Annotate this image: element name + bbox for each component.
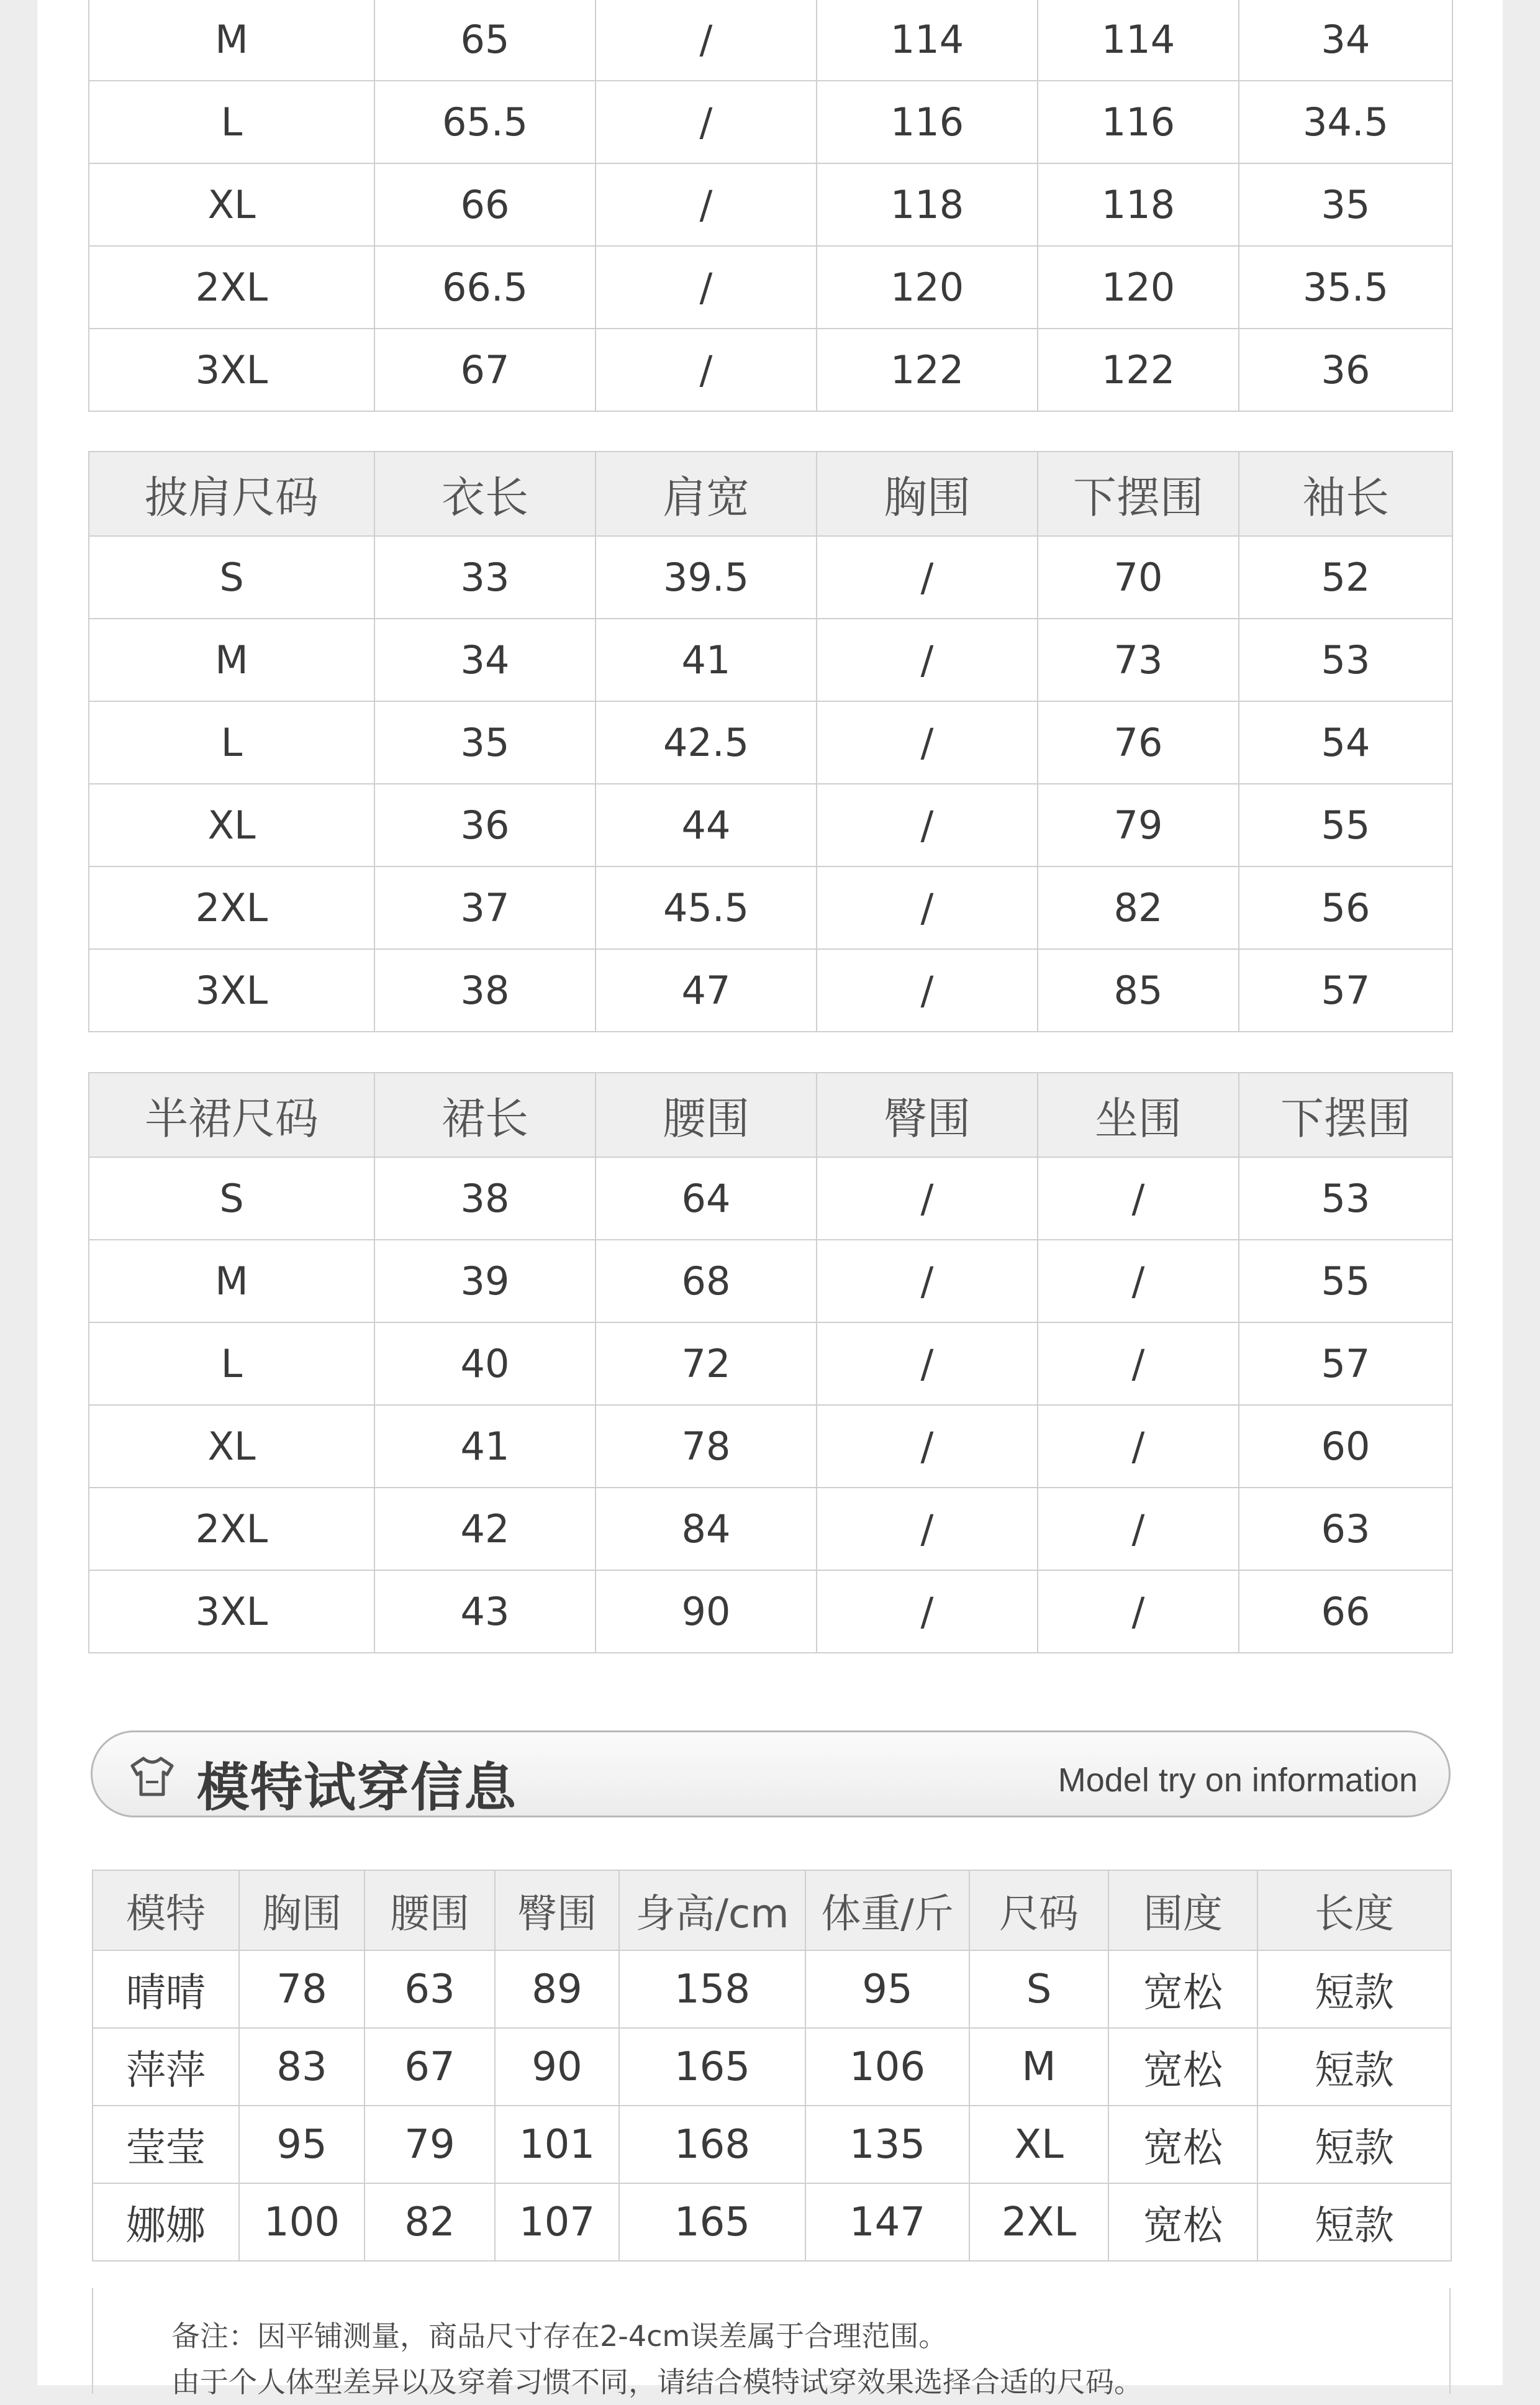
table-cell: 114 bbox=[817, 0, 1038, 81]
column-header: 腰围 bbox=[365, 1870, 495, 1950]
table-cell: L bbox=[89, 81, 374, 163]
table-row bbox=[93, 2183, 1451, 2261]
table-cell: 60 bbox=[1239, 1405, 1452, 1488]
column-header: 袖长 bbox=[1239, 452, 1452, 536]
table-row bbox=[89, 866, 1452, 949]
table-cell: 宽松 bbox=[1108, 2183, 1257, 2261]
table-cell: 76 bbox=[1038, 701, 1239, 784]
table-row bbox=[89, 329, 1452, 411]
table-cell: / bbox=[596, 246, 817, 329]
table-cell: 118 bbox=[817, 163, 1038, 246]
table-cell: 90 bbox=[596, 1570, 817, 1653]
column-header: 下摆围 bbox=[1239, 1073, 1452, 1157]
table-cell: 33 bbox=[374, 536, 596, 619]
column-header: 裙长 bbox=[374, 1073, 596, 1157]
table-cell: 2XL bbox=[89, 866, 374, 949]
table-cell: 36 bbox=[374, 784, 596, 866]
column-header: 臀围 bbox=[495, 1870, 619, 1950]
table-cell: 65 bbox=[374, 0, 596, 81]
table-cell: 72 bbox=[596, 1322, 817, 1405]
table-cell: S bbox=[89, 1157, 374, 1240]
table-cell: / bbox=[1038, 1405, 1239, 1488]
size-chart-page bbox=[37, 0, 1503, 2399]
table-cell: 2XL bbox=[89, 1488, 374, 1570]
table-row bbox=[93, 2106, 1451, 2183]
table-cell: / bbox=[817, 1488, 1038, 1570]
table-cell: M bbox=[89, 1240, 374, 1322]
table-cell: 36 bbox=[1239, 329, 1452, 411]
table-cell: 84 bbox=[596, 1488, 817, 1570]
table-row bbox=[89, 0, 1452, 81]
column-header: 下摆围 bbox=[1038, 452, 1239, 536]
column-header: 身高/cm bbox=[619, 1870, 805, 1950]
table-cell: S bbox=[89, 536, 374, 619]
table-cell: 53 bbox=[1239, 619, 1452, 701]
table-cell: 41 bbox=[374, 1405, 596, 1488]
table-header-row bbox=[93, 1870, 1451, 1950]
table-cell: 宽松 bbox=[1108, 1950, 1257, 2028]
table-cell: 78 bbox=[239, 1950, 365, 2028]
table-cell: / bbox=[1038, 1488, 1239, 1570]
table-cell: / bbox=[817, 536, 1038, 619]
table-cell: 38 bbox=[374, 949, 596, 1032]
table-row bbox=[89, 619, 1452, 701]
table-cell: 73 bbox=[1038, 619, 1239, 701]
shawl-size-table bbox=[88, 451, 1453, 1032]
table-cell: / bbox=[817, 866, 1038, 949]
table-cell: 53 bbox=[1239, 1157, 1452, 1240]
table-cell: M bbox=[89, 0, 374, 81]
table-cell: 66 bbox=[374, 163, 596, 246]
table-cell: 35 bbox=[1239, 163, 1452, 246]
banner-title: 模特试穿信息 bbox=[197, 1757, 518, 1818]
shirt-icon bbox=[127, 1755, 177, 1798]
column-header: 臀围 bbox=[817, 1073, 1038, 1157]
table-cell: 122 bbox=[1038, 329, 1239, 411]
table-row bbox=[89, 1570, 1452, 1653]
table-cell: 52 bbox=[1239, 536, 1452, 619]
table-cell: 3XL bbox=[89, 1570, 374, 1653]
table-cell: 34 bbox=[1239, 0, 1452, 81]
table-cell: 168 bbox=[619, 2106, 805, 2183]
table-cell: 2XL bbox=[89, 246, 374, 329]
column-header: 腰围 bbox=[596, 1073, 817, 1157]
table-cell: L bbox=[89, 1322, 374, 1405]
table-cell: 165 bbox=[619, 2028, 805, 2106]
table-header-row bbox=[89, 452, 1452, 536]
model-table bbox=[92, 1870, 1452, 2262]
table-cell: 短款 bbox=[1257, 2183, 1451, 2261]
table-cell: / bbox=[817, 619, 1038, 701]
table-row bbox=[89, 1322, 1452, 1405]
column-header: 围度 bbox=[1108, 1870, 1257, 1950]
table-cell: 37 bbox=[374, 866, 596, 949]
table-cell: 120 bbox=[1038, 246, 1239, 329]
remarks-note bbox=[92, 2288, 1451, 2399]
table-cell: 116 bbox=[1038, 81, 1239, 163]
table-cell: XL bbox=[89, 1405, 374, 1488]
table-row bbox=[89, 1405, 1452, 1488]
table-cell: M bbox=[969, 2028, 1108, 2106]
table-cell: / bbox=[817, 701, 1038, 784]
table-cell: XL bbox=[89, 163, 374, 246]
table-cell: 78 bbox=[596, 1405, 817, 1488]
table-cell: 39 bbox=[374, 1240, 596, 1322]
table-cell: / bbox=[817, 949, 1038, 1032]
table-cell: M bbox=[89, 619, 374, 701]
table-cell: 147 bbox=[805, 2183, 969, 2261]
table-cell: 2XL bbox=[969, 2183, 1108, 2261]
table-cell: / bbox=[817, 1240, 1038, 1322]
table-cell: / bbox=[817, 1157, 1038, 1240]
column-header: 长度 bbox=[1257, 1870, 1451, 1950]
banner-subtitle: Model try on information bbox=[1058, 1762, 1418, 1799]
table-cell: 57 bbox=[1239, 1322, 1452, 1405]
column-header: 衣长 bbox=[374, 452, 596, 536]
table-cell: 95 bbox=[805, 1950, 969, 2028]
table-cell: 85 bbox=[1038, 949, 1239, 1032]
column-header: 胸围 bbox=[817, 452, 1038, 536]
column-header: 披肩尺码 bbox=[89, 452, 374, 536]
table-cell: / bbox=[817, 1322, 1038, 1405]
table-row bbox=[93, 1950, 1451, 2028]
table-cell: / bbox=[1038, 1240, 1239, 1322]
table-cell: 56 bbox=[1239, 866, 1452, 949]
table-cell: 34.5 bbox=[1239, 81, 1452, 163]
table-cell: 42.5 bbox=[596, 701, 817, 784]
table-cell: 短款 bbox=[1257, 1950, 1451, 2028]
table-cell: XL bbox=[89, 784, 374, 866]
table-row bbox=[93, 2028, 1451, 2106]
table-cell: 38 bbox=[374, 1157, 596, 1240]
table-cell: 158 bbox=[619, 1950, 805, 2028]
table-cell: / bbox=[817, 1405, 1038, 1488]
table-cell: 35 bbox=[374, 701, 596, 784]
table-cell: 41 bbox=[596, 619, 817, 701]
table-cell: 63 bbox=[1239, 1488, 1452, 1570]
table-cell: 3XL bbox=[89, 949, 374, 1032]
table-cell: 120 bbox=[817, 246, 1038, 329]
table-cell: 118 bbox=[1038, 163, 1239, 246]
table-cell: 晴晴 bbox=[93, 1950, 239, 2028]
table-cell: / bbox=[596, 163, 817, 246]
table-cell: 66 bbox=[1239, 1570, 1452, 1653]
table-cell: 165 bbox=[619, 2183, 805, 2261]
table-row bbox=[89, 163, 1452, 246]
table-row bbox=[89, 949, 1452, 1032]
table-cell: 63 bbox=[365, 1950, 495, 2028]
table-cell: 34 bbox=[374, 619, 596, 701]
table-row bbox=[89, 1157, 1452, 1240]
table-row bbox=[89, 701, 1452, 784]
table-cell: 65.5 bbox=[374, 81, 596, 163]
table-cell: 100 bbox=[239, 2183, 365, 2261]
note-line: 备注：因平铺测量，商品尺寸存在2-4cm误差属于合理范围。 bbox=[171, 2319, 948, 2353]
skirt-size-table bbox=[88, 1072, 1453, 1653]
table-cell: 64 bbox=[596, 1157, 817, 1240]
table-cell: 3XL bbox=[89, 329, 374, 411]
table-cell: 42 bbox=[374, 1488, 596, 1570]
table-cell: 短款 bbox=[1257, 2028, 1451, 2106]
table-cell: 55 bbox=[1239, 784, 1452, 866]
table-row bbox=[89, 81, 1452, 163]
table-cell: 107 bbox=[495, 2183, 619, 2261]
table-cell: S bbox=[969, 1950, 1108, 2028]
table-cell: 短款 bbox=[1257, 2106, 1451, 2183]
table-cell: 宽松 bbox=[1108, 2028, 1257, 2106]
table-cell: 67 bbox=[374, 329, 596, 411]
table-cell: 47 bbox=[596, 949, 817, 1032]
table-cell: 35.5 bbox=[1239, 246, 1452, 329]
table-cell: 83 bbox=[239, 2028, 365, 2106]
model-info-banner bbox=[91, 1730, 1451, 1817]
table-cell: 莹莹 bbox=[93, 2106, 239, 2183]
table-cell: 43 bbox=[374, 1570, 596, 1653]
table-cell: / bbox=[596, 81, 817, 163]
table-header-row bbox=[89, 1073, 1452, 1157]
table-cell: 萍萍 bbox=[93, 2028, 239, 2106]
table-cell: 70 bbox=[1038, 536, 1239, 619]
table-cell: / bbox=[1038, 1570, 1239, 1653]
table-cell: 82 bbox=[365, 2183, 495, 2261]
table-cell: / bbox=[1038, 1157, 1239, 1240]
note-line: 由于个人体型差异以及穿着习惯不同，请结合模特试穿效果选择合适的尺码。 bbox=[171, 2365, 1143, 2399]
table-row bbox=[89, 246, 1452, 329]
table-cell: 79 bbox=[365, 2106, 495, 2183]
table-row bbox=[89, 1488, 1452, 1570]
table-cell: 宽松 bbox=[1108, 2106, 1257, 2183]
top-size-table bbox=[88, 0, 1453, 412]
table-cell: 54 bbox=[1239, 701, 1452, 784]
column-header: 半裙尺码 bbox=[89, 1073, 374, 1157]
table-cell: / bbox=[596, 329, 817, 411]
table-cell: 66.5 bbox=[374, 246, 596, 329]
table-cell: 82 bbox=[1038, 866, 1239, 949]
table-cell: 娜娜 bbox=[93, 2183, 239, 2261]
table-cell: 55 bbox=[1239, 1240, 1452, 1322]
table-cell: 39.5 bbox=[596, 536, 817, 619]
column-header: 模特 bbox=[93, 1870, 239, 1950]
table-cell: 116 bbox=[817, 81, 1038, 163]
table-cell: / bbox=[1038, 1322, 1239, 1405]
table-cell: 45.5 bbox=[596, 866, 817, 949]
table-row bbox=[89, 1240, 1452, 1322]
table-cell: 67 bbox=[365, 2028, 495, 2106]
column-header: 坐围 bbox=[1038, 1073, 1239, 1157]
table-cell: 114 bbox=[1038, 0, 1239, 81]
table-cell: 89 bbox=[495, 1950, 619, 2028]
column-header: 体重/斤 bbox=[805, 1870, 969, 1950]
table-cell: 79 bbox=[1038, 784, 1239, 866]
table-cell: 40 bbox=[374, 1322, 596, 1405]
table-cell: / bbox=[817, 784, 1038, 866]
column-header: 尺码 bbox=[969, 1870, 1108, 1950]
table-cell: 95 bbox=[239, 2106, 365, 2183]
table-cell: 101 bbox=[495, 2106, 619, 2183]
table-cell: 106 bbox=[805, 2028, 969, 2106]
table-cell: XL bbox=[969, 2106, 1108, 2183]
table-cell: / bbox=[596, 0, 817, 81]
table-cell: 122 bbox=[817, 329, 1038, 411]
table-row bbox=[89, 536, 1452, 619]
column-header: 胸围 bbox=[239, 1870, 365, 1950]
table-cell: / bbox=[817, 1570, 1038, 1653]
table-cell: 135 bbox=[805, 2106, 969, 2183]
table-cell: 57 bbox=[1239, 949, 1452, 1032]
table-cell: 44 bbox=[596, 784, 817, 866]
column-header: 肩宽 bbox=[596, 452, 817, 536]
table-cell: 68 bbox=[596, 1240, 817, 1322]
table-row bbox=[89, 784, 1452, 866]
table-cell: 90 bbox=[495, 2028, 619, 2106]
table-cell: L bbox=[89, 701, 374, 784]
